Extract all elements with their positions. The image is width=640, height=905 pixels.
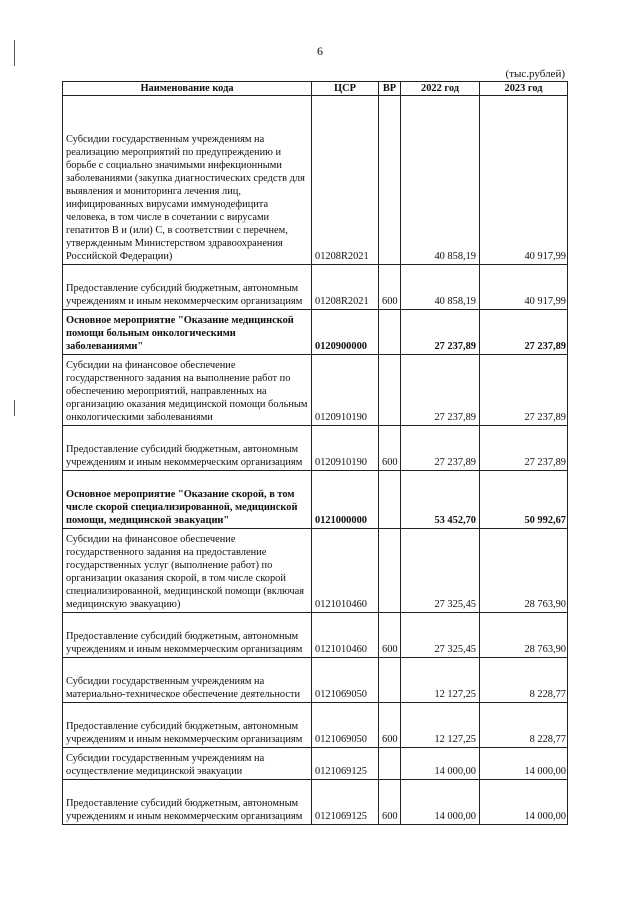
table-row (63, 658, 568, 703)
header-2022: 2022 год (401, 82, 480, 96)
row-vr (379, 748, 401, 780)
table-header-row (63, 82, 568, 96)
table-row (63, 96, 568, 265)
amount-2023: 8 228,77 (480, 658, 568, 703)
row-csr: 0121000000 (312, 471, 379, 529)
units-label: (тыс.рублей) (505, 68, 565, 80)
row-csr: 0120900000 (312, 310, 379, 355)
row-csr: 0121069125 (312, 780, 379, 825)
row-vr (379, 471, 401, 529)
table-row (63, 310, 568, 355)
header-2023: 2023 год (480, 82, 568, 96)
row-csr: 0121069125 (312, 748, 379, 780)
table-row (63, 780, 568, 825)
row-vr (379, 529, 401, 613)
row-vr (379, 96, 401, 265)
row-vr: 600 (379, 265, 401, 310)
amount-2023: 28 763,90 (480, 529, 568, 613)
table-row (63, 426, 568, 471)
amount-2022: 40 858,19 (401, 265, 480, 310)
table-row (63, 265, 568, 310)
amount-2022: 27 237,89 (401, 310, 480, 355)
scan-edge-mark (14, 40, 15, 66)
amount-2023: 27 237,89 (480, 355, 568, 426)
amount-2022: 14 000,00 (401, 780, 480, 825)
row-vr: 600 (379, 613, 401, 658)
row-csr: 0120910190 (312, 426, 379, 471)
row-name: Предоставление субсидий бюджетным, автономным учреждениям и иным некоммерческим организациям (63, 426, 312, 471)
table-row (63, 613, 568, 658)
amount-2022: 12 127,25 (401, 658, 480, 703)
table-row (63, 529, 568, 613)
header-vr: ВР (379, 82, 401, 96)
row-vr (379, 310, 401, 355)
row-name: Основное мероприятие "Оказание медицинской помощи больным онкологическими заболеваниями" (63, 310, 312, 355)
row-name: Предоставление субсидий бюджетным, автономным учреждениям и иным некоммерческим организациям (63, 265, 312, 310)
amount-2023: 14 000,00 (480, 780, 568, 825)
amount-2023: 14 000,00 (480, 748, 568, 780)
row-vr (379, 658, 401, 703)
amount-2022: 40 858,19 (401, 96, 480, 265)
amount-2022: 27 325,45 (401, 613, 480, 658)
amount-2022: 27 325,45 (401, 529, 480, 613)
row-name: Субсидии государственным учреждениям на осуществление медицинской эвакуации (63, 748, 312, 780)
row-vr: 600 (379, 426, 401, 471)
budget-table (62, 81, 568, 825)
table-row (63, 471, 568, 529)
amount-2022: 27 237,89 (401, 355, 480, 426)
table-row (63, 355, 568, 426)
row-name: Предоставление субсидий бюджетным, автономным учреждениям и иным некоммерческим организациям (63, 780, 312, 825)
amount-2023: 28 763,90 (480, 613, 568, 658)
table-row (63, 703, 568, 748)
row-name: Предоставление субсидий бюджетным, автономным учреждениям и иным некоммерческим организациям (63, 703, 312, 748)
row-csr: 01208R2021 (312, 96, 379, 265)
header-csr: ЦСР (312, 82, 379, 96)
row-name: Субсидии на финансовое обеспечение государственного задания на выполнение работ по обеспечению мероприятий, направленных на организацию оказания медицинской помощи больным онкологическими заболеваниями (63, 355, 312, 426)
amount-2023: 50 992,67 (480, 471, 568, 529)
row-name: Основное мероприятие "Оказание скорой, в том числе скорой специализированной, медицинской помощи, медицинской эвакуации" (63, 471, 312, 529)
amount-2023: 27 237,89 (480, 426, 568, 471)
row-vr: 600 (379, 780, 401, 825)
page-number: 6 (317, 44, 323, 58)
row-name: Субсидии государственным учреждениям на материально-техническое обеспечение деятельности (63, 658, 312, 703)
row-csr: 0121069050 (312, 703, 379, 748)
row-vr (379, 355, 401, 426)
row-csr: 0121010460 (312, 613, 379, 658)
table-row (63, 748, 568, 780)
amount-2022: 14 000,00 (401, 748, 480, 780)
row-name: Субсидии государственным учреждениям на реализацию мероприятий по предупреждению и борьбе с социально значимыми инфекционными заболеваниями (закупка диагностических средств для выявления и мониторинга лечения лиц, инфицированных вирусами иммунодефицита человека, в том числе в сочетании с вирусами гепатитов В и (или) С, в соответствии с перечнем, утвержденным Министерством здравоохранения Российской Федерации) (63, 96, 312, 265)
amount-2023: 40 917,99 (480, 96, 568, 265)
amount-2022: 27 237,89 (401, 426, 480, 471)
scan-edge-mark (14, 400, 15, 416)
row-name: Предоставление субсидий бюджетным, автономным учреждениям и иным некоммерческим организациям (63, 613, 312, 658)
row-csr: 0121069050 (312, 658, 379, 703)
row-vr: 600 (379, 703, 401, 748)
row-csr: 01208R2021 (312, 265, 379, 310)
header-name: Наименование кода (63, 82, 312, 96)
amount-2023: 27 237,89 (480, 310, 568, 355)
row-csr: 0120910190 (312, 355, 379, 426)
amount-2022: 53 452,70 (401, 471, 480, 529)
row-name: Субсидии на финансовое обеспечение государственного задания на предоставление государственных услуг (выполнение работ) по организации оказания скорой, в том числе скорой специализированной, медицинской помощи (включая медицинскую эвакуацию) (63, 529, 312, 613)
amount-2022: 12 127,25 (401, 703, 480, 748)
row-csr: 0121010460 (312, 529, 379, 613)
amount-2023: 40 917,99 (480, 265, 568, 310)
amount-2023: 8 228,77 (480, 703, 568, 748)
